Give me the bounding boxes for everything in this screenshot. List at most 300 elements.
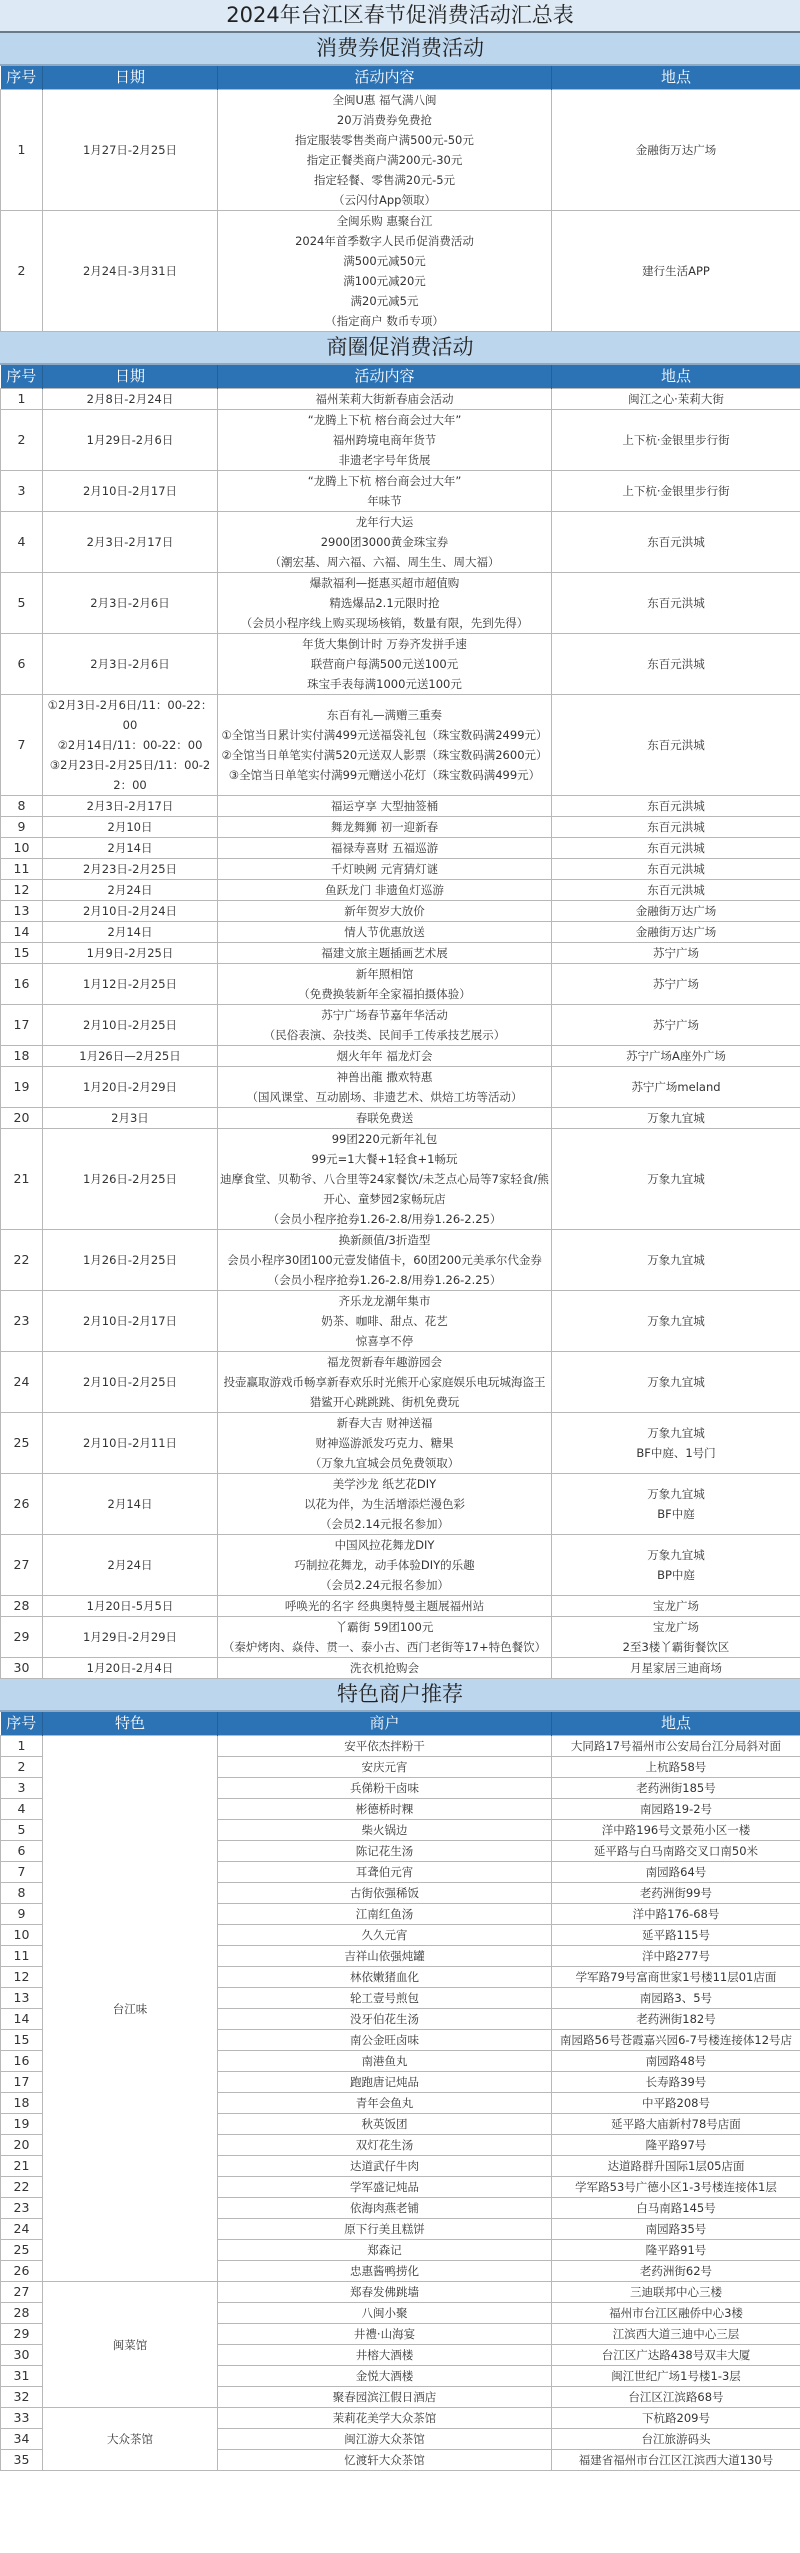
column-header: 地点 — [552, 365, 800, 389]
section-title: 消费券促消费活动 — [0, 33, 800, 66]
place-cell — [552, 1596, 800, 1617]
row-number: 23 — [1, 1291, 43, 1352]
merchant-cell: 久久元宵 — [218, 1925, 552, 1946]
merchant-cell: 陈记花生汤 — [218, 1841, 552, 1862]
place-cell — [552, 695, 800, 796]
merchant-cell: 双灯花生汤 — [218, 2135, 552, 2156]
content-line: 巧制拉花舞龙，动手体验DIY的乐趣 — [294, 1558, 475, 1572]
table-row — [1, 1005, 800, 1046]
place-line: 东百元洪城 — [647, 596, 705, 610]
merchant-cell: 聚春园滨江假日酒店 — [218, 2387, 552, 2408]
place-cell — [552, 1129, 800, 1230]
date-line: ③2月23日-2月25日/11：00-22：00 — [49, 758, 211, 792]
date-cell — [43, 1658, 218, 1679]
place-cell: 老药洲街99号 — [552, 1883, 800, 1904]
merchant-cell: 八闽小聚 — [218, 2303, 552, 2324]
content-cell — [218, 1230, 552, 1291]
page-title: 2024年台江区春节促消费活动汇总表 — [0, 0, 800, 33]
merchant-cell: 忠惠酱鸭捞化 — [218, 2261, 552, 2282]
place-cell: 南园路19-2号 — [552, 1799, 800, 1820]
content-line: 福龙贺新春年趣游园会 — [327, 1355, 442, 1369]
content-line: （国风课堂、互动剧场、非遗艺术、烘焙工坊等活动） — [246, 1090, 523, 1104]
place-line: 金融街万达广场 — [635, 925, 717, 939]
place-cell — [552, 1108, 800, 1129]
row-number: 20 — [1, 2135, 43, 2156]
date-cell — [43, 211, 218, 332]
content-line: 美学沙龙 纸艺花DIY — [332, 1477, 437, 1491]
place-line: 建行生活APP — [642, 264, 710, 278]
date-line: 2月24日 — [107, 1558, 153, 1572]
row-number: 4 — [1, 1799, 43, 1820]
content-cell — [218, 1617, 552, 1658]
content-line: （指定商户 数币专项） — [325, 314, 444, 328]
content-line: 99元=1大餐+1轻食+1畅玩 — [311, 1152, 458, 1166]
date-line: 2月14日 — [107, 925, 153, 939]
row-number: 24 — [1, 1352, 43, 1413]
table-row — [1, 634, 800, 695]
column-header: 活动内容 — [218, 365, 552, 389]
row-number: 8 — [1, 1883, 43, 1904]
content-line: 2900团3000黄金珠宝券 — [320, 535, 449, 549]
date-line: 2月10日-2月25日 — [82, 1018, 178, 1032]
merchant-cell: 学军盛记炖品 — [218, 2177, 552, 2198]
place-cell: 台江区江滨路68号 — [552, 2387, 800, 2408]
row-number: 18 — [1, 1046, 43, 1067]
place-cell: 学军路53号广德小区1-3号楼连接体1层 — [552, 2177, 800, 2198]
date-cell — [43, 410, 218, 471]
table-row — [1, 901, 800, 922]
date-cell — [43, 1046, 218, 1067]
merchant-cell: 安庆元宵 — [218, 1757, 552, 1778]
content-line: “龙腾上下杭 榕台商会过大年” — [307, 474, 462, 488]
table-row — [1, 1535, 800, 1596]
date-cell — [43, 573, 218, 634]
place-line: 万象九宜城 — [647, 1426, 705, 1440]
place-line: 东百元洪城 — [647, 820, 705, 834]
content-cell — [218, 211, 552, 332]
merchant-cell: 耳聋伯元宵 — [218, 1862, 552, 1883]
content-cell — [218, 573, 552, 634]
row-number: 34 — [1, 2429, 43, 2450]
row-number: 30 — [1, 1658, 43, 1679]
date-line: 2月3日-2月17日 — [86, 799, 174, 813]
row-number: 1 — [1, 1736, 43, 1757]
place-cell — [552, 1617, 800, 1658]
table-row — [1, 1617, 800, 1658]
place-cell: 老药洲街185号 — [552, 1778, 800, 1799]
place-cell: 洋中路176-68号 — [552, 1904, 800, 1925]
section-table — [0, 66, 800, 332]
date-cell — [43, 1474, 218, 1535]
date-cell — [43, 634, 218, 695]
content-line: 20万消费券免费抢 — [336, 113, 433, 127]
content-cell — [218, 838, 552, 859]
content-line: 福禄寿喜财 五福巡游 — [330, 841, 439, 855]
date-line: 1月27日-2月25日 — [82, 143, 178, 157]
merchant-cell: 茉莉花美学大众茶馆 — [218, 2408, 552, 2429]
table-row — [1, 211, 800, 332]
section-table — [0, 1712, 800, 2471]
table-row — [1, 964, 800, 1005]
place-cell — [552, 1352, 800, 1413]
date-line: 1月29日-2月6日 — [86, 433, 174, 447]
content-cell — [218, 1474, 552, 1535]
merchant-cell: 井禮·山海宴 — [218, 2324, 552, 2345]
table-row — [1, 2408, 800, 2429]
content-cell — [218, 901, 552, 922]
content-line: 奶茶、咖啡、甜点、花艺 — [321, 1314, 448, 1328]
table-row — [1, 1291, 800, 1352]
content-line: 会员小程序30团100元壹发储值卡，60团200元美承尔代金券 — [227, 1253, 542, 1267]
content-cell — [218, 695, 552, 796]
date-cell — [43, 817, 218, 838]
content-line: 春联免费送 — [355, 1111, 414, 1125]
merchant-cell: 达道武仔牛肉 — [218, 2156, 552, 2177]
column-header: 日期 — [43, 365, 218, 389]
row-number: 11 — [1, 1946, 43, 1967]
date-line: 1月26日-2月25日 — [82, 1172, 178, 1186]
merchant-cell: 安平依杰拌粉干 — [218, 1736, 552, 1757]
place-cell: 洋中路277号 — [552, 1946, 800, 1967]
row-number: 7 — [1, 695, 43, 796]
place-line: 苏宁广场A座外广场 — [626, 1049, 726, 1063]
row-number: 22 — [1, 1230, 43, 1291]
table-row — [1, 1413, 800, 1474]
place-line: 东百元洪城 — [647, 535, 705, 549]
date-cell — [43, 1413, 218, 1474]
place-line: 苏宁广场 — [653, 1018, 699, 1032]
place-cell — [552, 1046, 800, 1067]
place-cell — [552, 1291, 800, 1352]
place-cell: 福建省福州市台江区江滨西大道130号 — [552, 2450, 800, 2471]
row-number: 13 — [1, 1988, 43, 2009]
place-line: 苏宁广场meland — [631, 1080, 721, 1094]
content-line: 呼唤光的名字 经典奥特曼主题展福州站 — [284, 1599, 485, 1613]
row-number: 17 — [1, 2072, 43, 2093]
date-line: 2月10日-2月17日 — [82, 1314, 178, 1328]
table-row — [1, 1596, 800, 1617]
row-number: 2 — [1, 410, 43, 471]
place-line: 万象九宜城 — [647, 1487, 705, 1501]
place-line: 东百元洪城 — [647, 841, 705, 855]
place-cell: 福州市台江区融侨中心3楼 — [552, 2303, 800, 2324]
content-cell — [218, 943, 552, 964]
content-line: 非遗老字号年货展 — [338, 453, 431, 467]
place-cell: 台江区广达路438号双丰大厦 — [552, 2345, 800, 2366]
row-number: 29 — [1, 1617, 43, 1658]
place-cell — [552, 901, 800, 922]
merchant-cell: 原下行美且糕饼 — [218, 2219, 552, 2240]
content-cell — [218, 410, 552, 471]
place-cell: 上杭路58号 — [552, 1757, 800, 1778]
table-row — [1, 1129, 800, 1230]
content-line: 年味节 — [367, 494, 402, 508]
date-line: 2月24日-3月31日 — [82, 264, 178, 278]
column-header: 序号 — [1, 66, 43, 90]
table-row — [1, 943, 800, 964]
row-number: 9 — [1, 817, 43, 838]
content-line: 新年贺岁大放价 — [344, 904, 425, 918]
merchant-cell: 依海肉燕老铺 — [218, 2198, 552, 2219]
row-number: 23 — [1, 2198, 43, 2219]
table-row — [1, 1067, 800, 1108]
table-row — [1, 471, 800, 512]
merchant-cell: 轮工壹号煎包 — [218, 1988, 552, 2009]
place-cell: 南园路3、5号 — [552, 1988, 800, 2009]
section-title: 特色商户推荐 — [0, 1679, 800, 1712]
date-line: 2月10日 — [107, 820, 153, 834]
content-cell — [218, 1535, 552, 1596]
merchant-cell: 闽江游大众茶馆 — [218, 2429, 552, 2450]
date-cell — [43, 1352, 218, 1413]
summary-tables — [0, 33, 800, 2471]
date-line: 2月3日-2月6日 — [90, 596, 170, 610]
content-line: ②全馆当日单笔实付满520元送双人影票（珠宝数码满2600元） — [221, 748, 548, 762]
date-line: 2月23日-2月25日 — [82, 862, 178, 876]
column-header: 日期 — [43, 66, 218, 90]
place-line: 月星家居三迪商场 — [630, 1661, 722, 1675]
content-line: “龙腾上下杭 榕台商会过大年” — [307, 413, 462, 427]
place-line: 万象九宜城 — [647, 1375, 705, 1389]
date-line: ①2月3日-2月6日/11：00-22：00 — [47, 698, 213, 732]
content-line: 满20元减5元 — [350, 294, 419, 308]
place-cell: 老药洲街182号 — [552, 2009, 800, 2030]
content-line: 烟火年年 福龙灯会 — [336, 1049, 433, 1063]
place-line: 东百元洪城 — [647, 657, 705, 671]
table-row — [1, 90, 800, 211]
table-row — [1, 1230, 800, 1291]
content-line: 全闽乐购 惠聚台江 — [336, 214, 433, 228]
date-cell — [43, 922, 218, 943]
column-header: 地点 — [552, 1712, 800, 1736]
table-row — [1, 573, 800, 634]
content-cell — [218, 859, 552, 880]
row-number: 6 — [1, 1841, 43, 1862]
date-line: 1月29日-2月29日 — [82, 1630, 178, 1644]
table-row — [1, 410, 800, 471]
place-cell — [552, 1230, 800, 1291]
content-line: 福州茉莉大街新春庙会活动 — [315, 392, 454, 406]
place-cell: 南园路48号 — [552, 2051, 800, 2072]
row-number: 35 — [1, 2450, 43, 2471]
date-cell — [43, 1129, 218, 1230]
row-number: 28 — [1, 1596, 43, 1617]
header-row — [1, 1712, 800, 1736]
table-row — [1, 2282, 800, 2303]
content-line: （会员小程序抢券1.26-2.8/用券1.26-2.25） — [267, 1212, 502, 1226]
content-cell — [218, 389, 552, 410]
merchant-cell: 忆渡轩大众茶馆 — [218, 2450, 552, 2471]
row-number: 25 — [1, 2240, 43, 2261]
place-cell: 台江旅游码头 — [552, 2429, 800, 2450]
place-cell: 大同路17号福州市公安局台江分局斜对面 — [552, 1736, 800, 1757]
date-cell — [43, 901, 218, 922]
place-cell: 南园路64号 — [552, 1862, 800, 1883]
row-number: 16 — [1, 2051, 43, 2072]
content-line: 齐乐龙龙潮年集市 — [338, 1294, 431, 1308]
content-line: ①全馆当日累计实付满499元送福袋礼包（珠宝数码满2499元） — [221, 728, 548, 742]
place-line: 上下杭·金银里步行街 — [622, 433, 730, 447]
merchant-cell: 跑跑唐记炖品 — [218, 2072, 552, 2093]
row-number: 30 — [1, 2345, 43, 2366]
merchant-cell: 南港鱼丸 — [218, 2051, 552, 2072]
merchant-cell: 吉祥山依强炖罐 — [218, 1946, 552, 1967]
date-cell — [43, 389, 218, 410]
place-cell — [552, 211, 800, 332]
content-line: 福建文旅主题插画艺术展 — [321, 946, 448, 960]
row-number: 25 — [1, 1413, 43, 1474]
row-number: 2 — [1, 1757, 43, 1778]
place-cell: 洋中路196号文景苑小区一楼 — [552, 1820, 800, 1841]
content-cell — [218, 1596, 552, 1617]
place-cell: 延平路与白马南路交叉口南50米 — [552, 1841, 800, 1862]
place-line: BF中庭、1号门 — [636, 1446, 716, 1460]
section-title: 商圈促消费活动 — [0, 332, 800, 365]
content-line: （万象九宜城会员免费领取） — [309, 1456, 460, 1470]
row-number: 10 — [1, 1925, 43, 1946]
content-line: 千灯映阙 元宵猜灯谜 — [330, 862, 439, 876]
row-number: 5 — [1, 1820, 43, 1841]
content-line: （会员2.14元报名参加） — [319, 1517, 450, 1531]
table-row — [1, 1736, 800, 1757]
place-cell: 达道路群升国际1层05店面 — [552, 2156, 800, 2177]
row-number: 12 — [1, 1967, 43, 1988]
date-cell — [43, 1230, 218, 1291]
place-line: 万象九宜城 — [647, 1253, 705, 1267]
date-line: 1月12日-2月25日 — [82, 977, 178, 991]
content-line: 满500元减50元 — [343, 254, 426, 268]
row-number: 21 — [1, 2156, 43, 2177]
content-line: 指定服装零售类商户满500元-50元 — [295, 133, 474, 147]
place-cell: 延平路大庙新村78号店面 — [552, 2114, 800, 2135]
place-cell: 长寿路39号 — [552, 2072, 800, 2093]
date-line: 2月10日-2月24日 — [82, 904, 178, 918]
row-number: 15 — [1, 2030, 43, 2051]
place-line: 东百元洪城 — [647, 883, 705, 897]
row-number: 1 — [1, 90, 43, 211]
row-number: 14 — [1, 922, 43, 943]
place-line: 苏宁广场 — [653, 946, 699, 960]
place-line: 万象九宜城 — [647, 1314, 705, 1328]
content-cell — [218, 1413, 552, 1474]
place-line: 宝龙广场 — [653, 1599, 699, 1613]
merchant-cell: 郑春发佛跳墙 — [218, 2282, 552, 2303]
row-number: 4 — [1, 512, 43, 573]
content-cell — [218, 1658, 552, 1679]
place-cell — [552, 1005, 800, 1046]
date-line: 2月14日 — [107, 841, 153, 855]
row-number: 3 — [1, 471, 43, 512]
table-row — [1, 796, 800, 817]
content-line: 福州跨境电商年货节 — [332, 433, 437, 447]
place-cell — [552, 859, 800, 880]
row-number: 27 — [1, 1535, 43, 1596]
date-line: 1月9日-2月25日 — [86, 946, 174, 960]
content-line: 神兽出龍 撒欢特惠 — [336, 1070, 433, 1084]
place-line: 金融街万达广场 — [635, 143, 717, 157]
content-cell — [218, 1129, 552, 1230]
content-cell — [218, 1005, 552, 1046]
content-line: 投壶赢取游戏币畅享新春欢乐时光熊开心家庭娱乐电玩城海盗王猎鲨开心跳跳跳、街机免费玩 — [223, 1375, 546, 1409]
row-number: 11 — [1, 859, 43, 880]
content-line: 丫霸街 59团100元 — [335, 1620, 434, 1634]
category-cell: 台江味 — [43, 1736, 218, 2282]
content-line: 中国风拉花舞龙DIY — [334, 1538, 435, 1552]
content-line: （免费换装新年全家福拍摄体验） — [298, 987, 471, 1001]
date-line: 1月20日-5月5日 — [86, 1599, 174, 1613]
date-line: 2月3日-2月6日 — [90, 657, 170, 671]
row-number: 8 — [1, 796, 43, 817]
content-line: 龙年行大运 — [355, 515, 414, 529]
content-line: 新年照相馆 — [355, 967, 414, 981]
place-cell — [552, 573, 800, 634]
row-number: 26 — [1, 2261, 43, 2282]
place-cell — [552, 512, 800, 573]
place-cell — [552, 817, 800, 838]
place-cell — [552, 1658, 800, 1679]
row-number: 10 — [1, 838, 43, 859]
merchant-cell: 郑森记 — [218, 2240, 552, 2261]
row-number: 14 — [1, 2009, 43, 2030]
date-cell — [43, 943, 218, 964]
content-cell — [218, 880, 552, 901]
date-cell — [43, 471, 218, 512]
header-row — [1, 365, 800, 389]
content-cell — [218, 90, 552, 211]
category-cell: 闽菜馆 — [43, 2282, 218, 2408]
column-header: 序号 — [1, 365, 43, 389]
place-cell: 隆平路97号 — [552, 2135, 800, 2156]
content-line: 鱼跃龙门 非遗鱼灯巡游 — [325, 883, 444, 897]
content-line: 指定正餐类商户满200元-30元 — [306, 153, 463, 167]
date-cell — [43, 1291, 218, 1352]
place-cell — [552, 838, 800, 859]
content-line: 苏宁广场春节嘉年华活动 — [321, 1008, 448, 1022]
content-cell — [218, 1067, 552, 1108]
row-number: 3 — [1, 1778, 43, 1799]
place-cell: 隆平路91号 — [552, 2240, 800, 2261]
place-cell — [552, 1067, 800, 1108]
row-number: 18 — [1, 2093, 43, 2114]
row-number: 16 — [1, 964, 43, 1005]
row-number: 32 — [1, 2387, 43, 2408]
date-line: 2月24日 — [107, 883, 153, 897]
content-cell — [218, 1352, 552, 1413]
date-cell — [43, 1067, 218, 1108]
content-line: 满100元减20元 — [343, 274, 426, 288]
place-line: 东百元洪城 — [647, 799, 705, 813]
date-line: 2月10日-2月25日 — [82, 1375, 178, 1389]
place-cell — [552, 796, 800, 817]
place-cell — [552, 943, 800, 964]
place-line: 东百元洪城 — [647, 862, 705, 876]
row-number: 26 — [1, 1474, 43, 1535]
table-row — [1, 880, 800, 901]
place-cell: 中平路208号 — [552, 2093, 800, 2114]
merchant-cell: 兵俤粉干卤味 — [218, 1778, 552, 1799]
row-number: 2 — [1, 211, 43, 332]
place-cell: 闽江世纪广场1号楼1-3层 — [552, 2366, 800, 2387]
place-cell: 延平路115号 — [552, 1925, 800, 1946]
merchant-cell: 林依嫩猪血化 — [218, 1967, 552, 1988]
place-cell: 三迪联邦中心三楼 — [552, 2282, 800, 2303]
content-cell — [218, 964, 552, 1005]
content-line: 舞龙舞狮 初一迎新春 — [330, 820, 439, 834]
row-number: 19 — [1, 2114, 43, 2135]
date-line: 1月20日-2月29日 — [82, 1080, 178, 1094]
row-number: 20 — [1, 1108, 43, 1129]
date-cell — [43, 1535, 218, 1596]
